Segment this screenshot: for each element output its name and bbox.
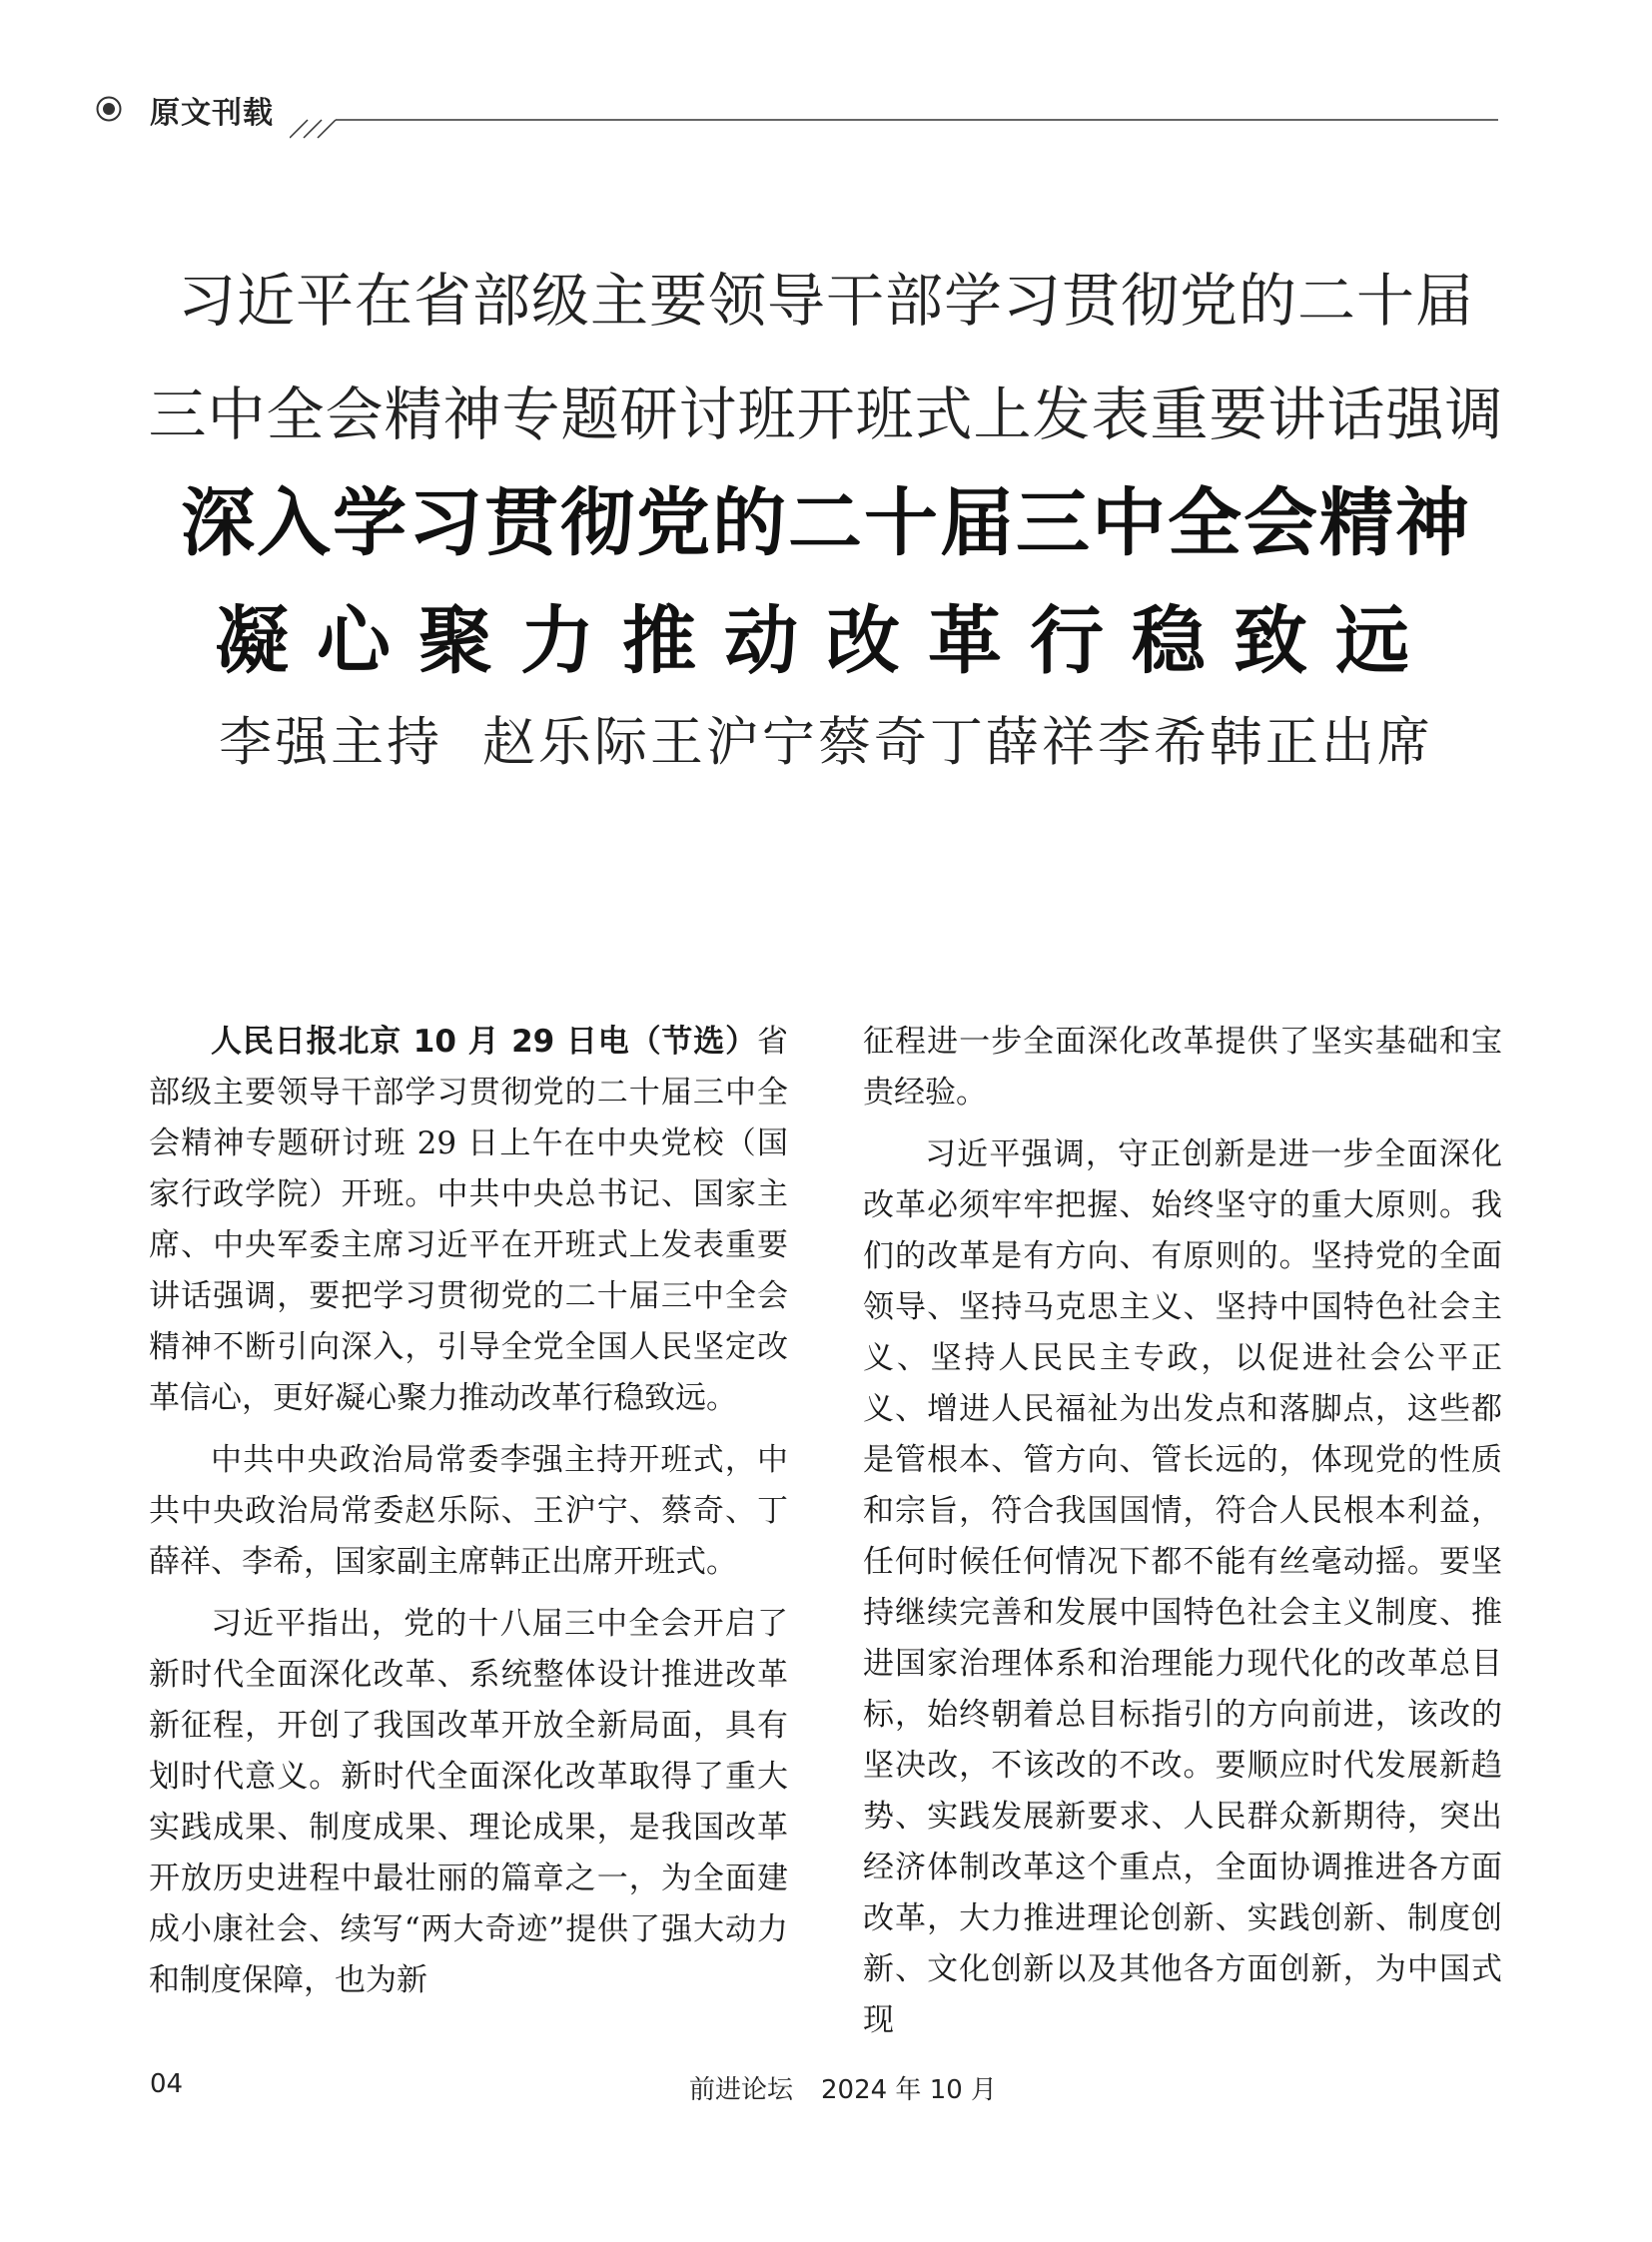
- issue-date: 2024 年 10 月: [821, 2075, 998, 2105]
- paragraph-3: 习近平指出，党的十八届三中全会开启了新时代全面深化改革、系统整体设计推进改革新征程，开创了我国改革开放全新局面，具有划时代意义。新时代全面深化改革取得了重大实践成果、制度成果、理论成果，是我国改革开放历史进程中最壮丽的篇章之一，为全面建成小康社会、续写“两大奇迹”提供了强大动力和制度保障，也为新: [149, 1606, 788, 1998]
- sub-title: 李强主持 赵乐际王沪宁蔡奇丁薛祥李希韩正出席: [219, 712, 1433, 773]
- article-column-right: [863, 1017, 1502, 2075]
- page-number: 04: [150, 2069, 184, 2099]
- main-title-line-1: 深入学习贯彻党的二十届三中全会精神: [181, 480, 1471, 566]
- main-title-line-2: 凝心聚力推动改革行稳致远: [215, 598, 1437, 684]
- section-label: 原文刊载: [150, 96, 274, 131]
- pre-title-line-1: 习近平在省部级主要领导干部学习贯彻党的二十届: [177, 267, 1474, 335]
- paragraph-3-continued: 征程进一步全面深化改革提供了坚实基础和宝贵经验。: [863, 1024, 1502, 1111]
- pre-title-line-2: 三中全会精神专题研讨班开班式上发表重要讲话强调: [148, 380, 1504, 448]
- target-circle-icon: [96, 96, 122, 122]
- paragraph-4: 习近平强调，守正创新是进一步全面深化改革必须牢牢把握、始终坚守的重大原则。我们的改革是有方向、有原则的。坚持党的全面领导、坚持马克思主义、坚持中国特色社会主义、坚持人民民主专政，以促进社会公平正义、增进人民福祉为出发点和落脚点，这些都是管根本、管方向、管长远的，体现党的性质和宗旨，符合我国国情，符合人民根本利益，任何时候任何情况下都不能有丝毫动摇。要坚持继续完善和发展中国特色社会主义制度、推进国家治理体系和治理能力现代化的改革总目标，始终朝着总目标指引的方向前进，该改的坚决改，不该改的不改。要顺应时代发展新趋势、实践发展新要求、人民群众新期待，突出经济体制改革这个重点，全面协调推进各方面改革，大力推进理论创新、实践创新、制度创新、文化创新以及其他各方面创新，为中国式现: [863, 1136, 1502, 2038]
- paragraph-2: 中共中央政治局常委李强主持开班式，中共中央政治局常委赵乐际、王沪宁、蔡奇、丁薛祥、李希，国家副主席韩正出席开班式。: [149, 1442, 788, 1580]
- header-rule: [290, 100, 1498, 140]
- paragraph-1: [149, 1017, 788, 1424]
- article-column-left: [149, 1017, 788, 2075]
- dateline-lead: 人民日报北京 10 月 29 日电（节选）: [211, 1024, 757, 1060]
- paragraph-1-text: 省部级主要领导干部学习贯彻党的二十届三中全会精神专题研讨班 29 日上午在中央党校（国家行政学院）开班。中共中央总书记、国家主席、中央军委主席习近平在开班式上发表重要讲话强调，要把学习贯彻党的二十届三中全会精神不断引向深入，引导全党全国人民坚定改革信心，更好凝心聚力推动改革行稳致远。: [149, 1024, 788, 1416]
- journal-name: 前进论坛: [689, 2075, 794, 2105]
